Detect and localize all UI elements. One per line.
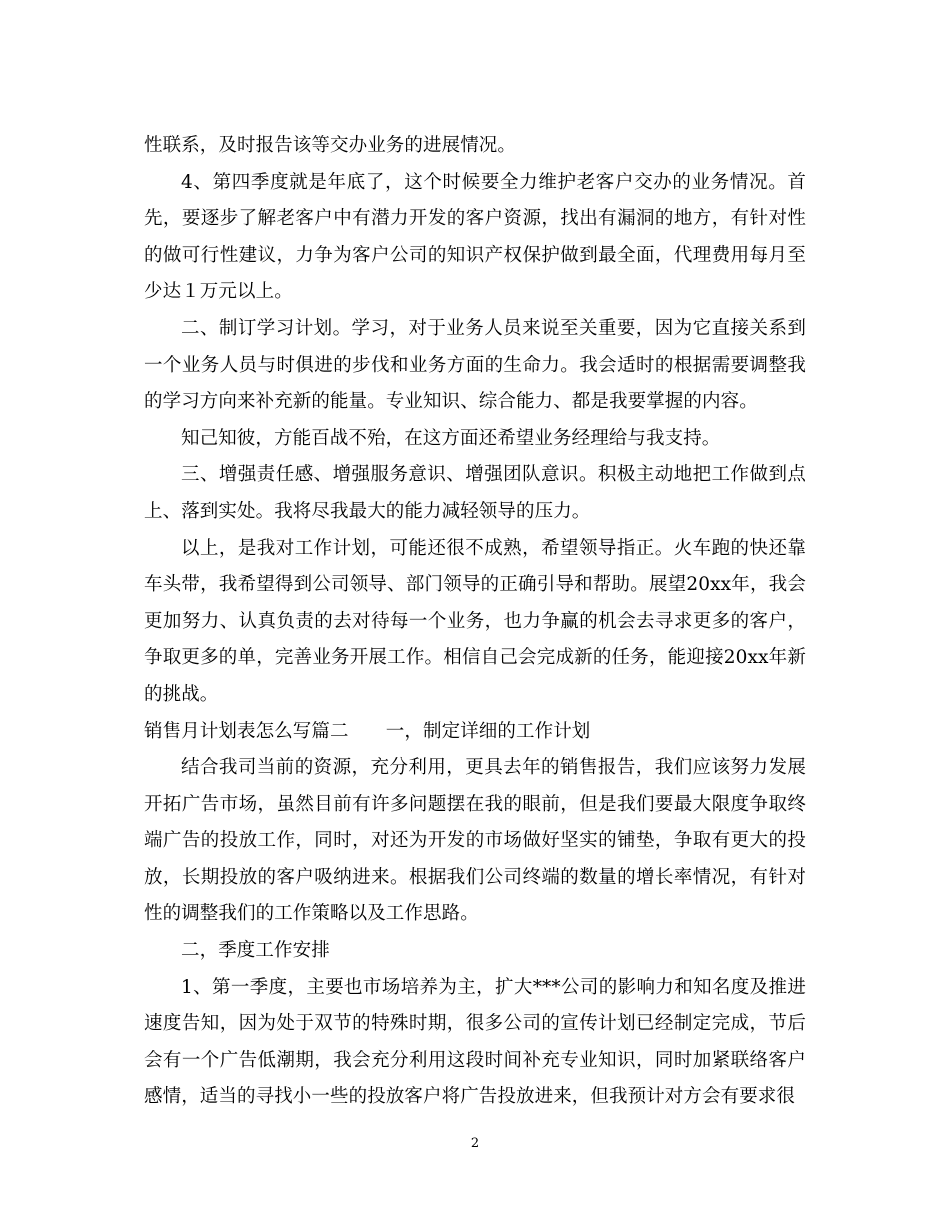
paragraph-first-quarter: 1、第一季度，主要也市场培养为主，扩大***公司的影响力和知名度及推进速度告知，因为处于双节的特殊时期，很多公司的宣传计划已经制定完成，节后会有一个广告低潮期，我会充分利用这段时间补充专业知识，同时加紧联络客户感情，适当的寻找小一些的投放客户将广告投放进来，但我预计对方会有要求很 (144, 976, 806, 1108)
paragraph-study-plan: 二、制订学习计划。学习，对于业务人员来说至关重要，因为它直接关系到一个业务人员与时俱进的步伐和业务方面的生命力。我会适时的根据需要调整我的学习方向来补充新的能量。专业知识、综合能力、都是我要掌握的内容。 (144, 317, 806, 413)
paragraph-responsibility: 三、增强责任感、增强服务意识、增强团队意识。积极主动地把工作做到点上、落到实处。我将尽我最大的能力减轻领导的压力。 (144, 464, 806, 522)
section-heading: 销售月计划表怎么写篇二 一，制定详细的工作计划 (144, 720, 591, 742)
paragraph-fourth-quarter: 4、第四季度就是年底了，这个时候要全力维护老客户交办的业务情况。首先，要逐步了解老客户中有潜力开发的客户资源，找出有漏洞的地方，有针对性的做可行性建议，力争为客户公司的知识产权保护做到最全面，代理费用每月至少达１万元以上。 (144, 171, 806, 303)
paragraph-know-yourself: 知己知彼，方能百战不殆，在这方面还希望业务经理给与我支持。 (181, 427, 721, 449)
paragraph-quarterly-arrangement: 二，季度工作安排 (181, 940, 330, 962)
paragraph-continuation: 性联系，及时报告该等交办业务的进展情况。 (144, 135, 517, 156)
page-number: 2 (470, 1136, 480, 1151)
document-body (144, 128, 806, 1116)
paragraph-conclusion: 以上，是我对工作计划，可能还很不成熟，希望领导指正。火车跑的快还靠车头带，我希望得到公司领导、部门领导的正确引导和帮助。展望20xx年，我会更加努力、认真负责的去对待每一个业务，也力争赢的机会去寻求更多的客户，争取更多的单，完善业务开展工作。相信自己会完成新的任务，能迎接20xx年新的挑战。 (144, 537, 806, 705)
paragraph-resources: 结合我司当前的资源，充分利用，更具去年的销售报告，我们应该努力发展开拓广告市场，虽然目前有许多问题摆在我的眼前，但是我们要最大限度争取终端广告的投放工作，同时，对还为开发的市场做好坚实的铺垫，争取有更大的投放，长期投放的客户吸纳进来。根据我们公司终端的数量的增长率情况，有针对性的调整我们的工作策略以及工作思路。 (144, 757, 806, 925)
